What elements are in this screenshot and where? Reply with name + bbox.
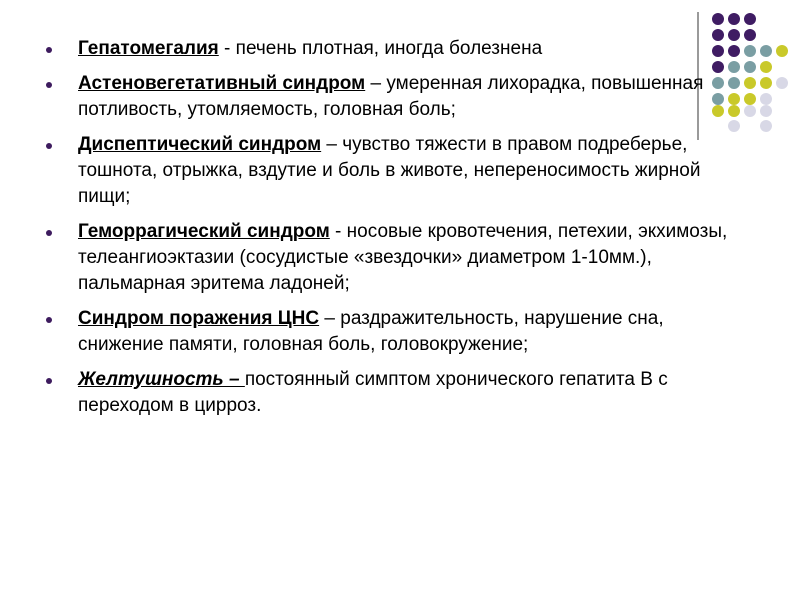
dot [744, 13, 756, 25]
bullet-icon [46, 230, 52, 236]
list-item [46, 132, 752, 210]
item-description: - печень плотная, иногда болезнена [218, 38, 543, 59]
dot [760, 61, 772, 73]
dot [776, 77, 788, 89]
dot [760, 93, 772, 105]
list-item [46, 367, 752, 419]
dot [776, 45, 788, 57]
item-term: Геморрагический синдром [78, 221, 330, 242]
item-description: – умеренная лихорадка, повышенная потливость, утомляемость, головная боль; [78, 73, 704, 120]
item-description: постоянный симптом хронического гепатита В с переходом в цирроз. [78, 369, 668, 416]
dot [760, 45, 772, 57]
dot [712, 13, 724, 25]
item-term: Гепатомегалия [78, 38, 219, 59]
list-item [46, 36, 752, 62]
list-item [46, 219, 752, 297]
bullet-icon [46, 82, 52, 88]
bullet-icon [46, 143, 52, 149]
item-description: - носовые кровотечения, петехии, экхимозы, телеангиоэктазии (сосудистые «звездочки» диаметром 1-10мм.), пальмарная эритема ладоней; [78, 221, 728, 294]
item-term: Астеновегетативный синдром [78, 73, 366, 94]
list-item [46, 71, 752, 123]
item-term: Диспептический синдром [78, 134, 322, 155]
item-description: – раздражительность, нарушение сна, снижение памяти, головная боль, головокружение; [78, 308, 664, 355]
bullet-icon [46, 47, 52, 53]
dot [760, 120, 772, 132]
bullet-icon [46, 317, 52, 323]
list-item [46, 306, 752, 358]
dot [760, 105, 772, 117]
item-description: – чувство тяжести в правом подреберье, тошнота, отрыжка, вздутие и боль в животе, непереносимость жирной пищи; [78, 134, 701, 207]
item-term: Желтушность – [78, 369, 245, 390]
item-term: Синдром поражения ЦНС [78, 308, 320, 329]
dot [728, 13, 740, 25]
bullet-icon [46, 378, 52, 384]
bullet-list [46, 36, 752, 428]
dot [760, 77, 772, 89]
